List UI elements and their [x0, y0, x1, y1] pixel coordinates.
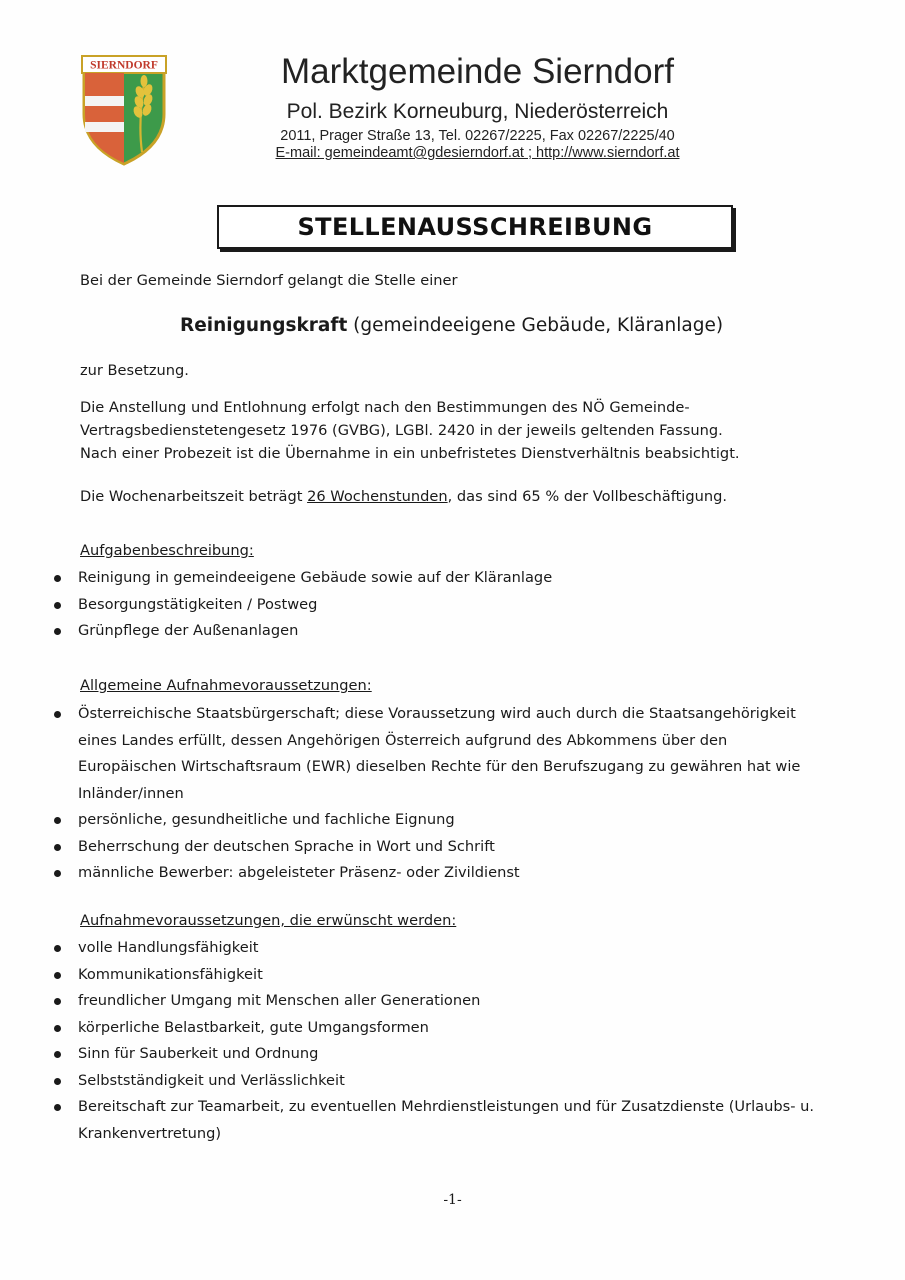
working-hours-text: [80, 487, 727, 506]
bullet-icon: [54, 972, 61, 979]
bullet-icon: [54, 1051, 61, 1058]
list-item: Sinn für Sauberkeit und Ordnung: [0, 1041, 905, 1068]
desired-requirements-list: [0, 935, 905, 1147]
list-item: Kommunikationsfähigkeit: [0, 962, 905, 989]
position-detail: (gemeindeeigene Gebäude, Kläranlage): [347, 315, 724, 336]
bullet-icon: [54, 1078, 61, 1085]
employment-line-2: Vertragsbedienstetengesetz 1976 (GVBG), LGBl. 2420 in der jeweils geltenden Fassung.: [80, 422, 723, 439]
bullet-icon: [54, 628, 61, 635]
list-item: Bereitschaft zur Teamarbeit, zu eventuellen Mehrdienstleistungen und für Zusatzdienste (Urlaubs- u. Krankenvertretung): [0, 1094, 905, 1147]
bullet-icon: [54, 817, 61, 824]
hours-value: 26 Wochenstunden: [307, 488, 448, 505]
section-heading-desired-requirements: Aufnahmevoraussetzungen, die erwünscht werden:: [80, 912, 457, 929]
bullet-icon: [54, 602, 61, 609]
section-heading-tasks: Aufgabenbeschreibung:: [80, 542, 254, 559]
list-item: Selbstständigkeit und Verlässlichkeit: [0, 1068, 905, 1095]
page-number: -1-: [443, 1192, 462, 1208]
bullet-icon: [54, 844, 61, 851]
bullet-icon: [54, 945, 61, 952]
hours-prefix: Die Wochenarbeitszeit beträgt: [80, 488, 308, 505]
bullet-icon: [54, 711, 61, 718]
list-item: volle Handlungsfähigkeit: [0, 935, 905, 962]
employment-line-3: Nach einer Probezeit ist die Übernahme in ein unbefristetes Dienstverhältnis beabsichtigt.: [80, 445, 740, 462]
employment-line-1: Die Anstellung und Entlohnung erfolgt nach den Bestimmungen des NÖ Gemeinde-: [80, 399, 690, 416]
bullet-icon: [54, 575, 61, 582]
intro-text: Bei der Gemeinde Sierndorf gelangt die Stelle einer: [80, 272, 458, 289]
hours-suffix: , das sind 65 % der Vollbeschäftigung.: [447, 488, 728, 505]
filling-text: zur Besetzung.: [80, 362, 189, 379]
position-name: Reinigungskraft: [180, 315, 348, 336]
list-item: körperliche Belastbarkeit, gute Umgangsformen: [0, 1015, 905, 1042]
document-title-box: [217, 205, 733, 249]
bullet-icon: [54, 1104, 61, 1111]
coat-of-arms-logo: [80, 54, 168, 166]
list-item: Beherrschung der deutschen Sprache in Wort und Schrift: [0, 834, 905, 861]
bullet-icon: [54, 1025, 61, 1032]
list-item: persönliche, gesundheitliche und fachliche Eignung: [0, 807, 905, 834]
bullet-icon: [54, 870, 61, 877]
list-item: Österreichische Staatsbürgerschaft; diese Voraussetzung wird auch durch die Staatsangehörigkeit eines Landes erfüllt, dessen Angehörigen Österreich aufgrund des Abkommens über den Europäischen Wirtschaftsraum (EWR) dieselben Rechte für den Berufszugang zu gewähren hat wie Inländer/innen: [0, 701, 905, 807]
list-item: freundlicher Umgang mit Menschen aller Generationen: [0, 988, 905, 1015]
list-item: Reinigung in gemeindeeigene Gebäude sowie auf der Kläranlage: [0, 565, 905, 592]
section-heading-general-requirements: Allgemeine Aufnahmevoraussetzungen:: [80, 677, 372, 694]
general-requirements-list: [0, 701, 905, 887]
municipality-address: 2011, Prager Straße 13, Tel. 02267/2225, Fax 02267/2225/40: [280, 128, 675, 144]
position-title: [180, 315, 723, 336]
bullet-icon: [54, 998, 61, 1005]
list-item: Besorgungstätigkeiten / Postweg: [0, 592, 905, 619]
list-item: Grünpflege der Außenanlagen: [0, 618, 905, 645]
crest-label: SIERNDORF: [90, 59, 158, 72]
list-item: männliche Bewerber: abgeleisteter Präsenz- oder Zivildienst: [0, 860, 905, 887]
task-list: [0, 565, 905, 645]
municipality-district: Pol. Bezirk Korneuburg, Niederösterreich: [286, 100, 669, 123]
municipality-title: Marktgemeinde Sierndorf: [281, 52, 674, 91]
municipality-contact[interactable]: E-mail: gemeindeamt@gdesierndorf.at ; http://www.sierndorf.at: [275, 145, 680, 161]
document-title: STELLENAUSSCHREIBUNG: [297, 213, 653, 241]
